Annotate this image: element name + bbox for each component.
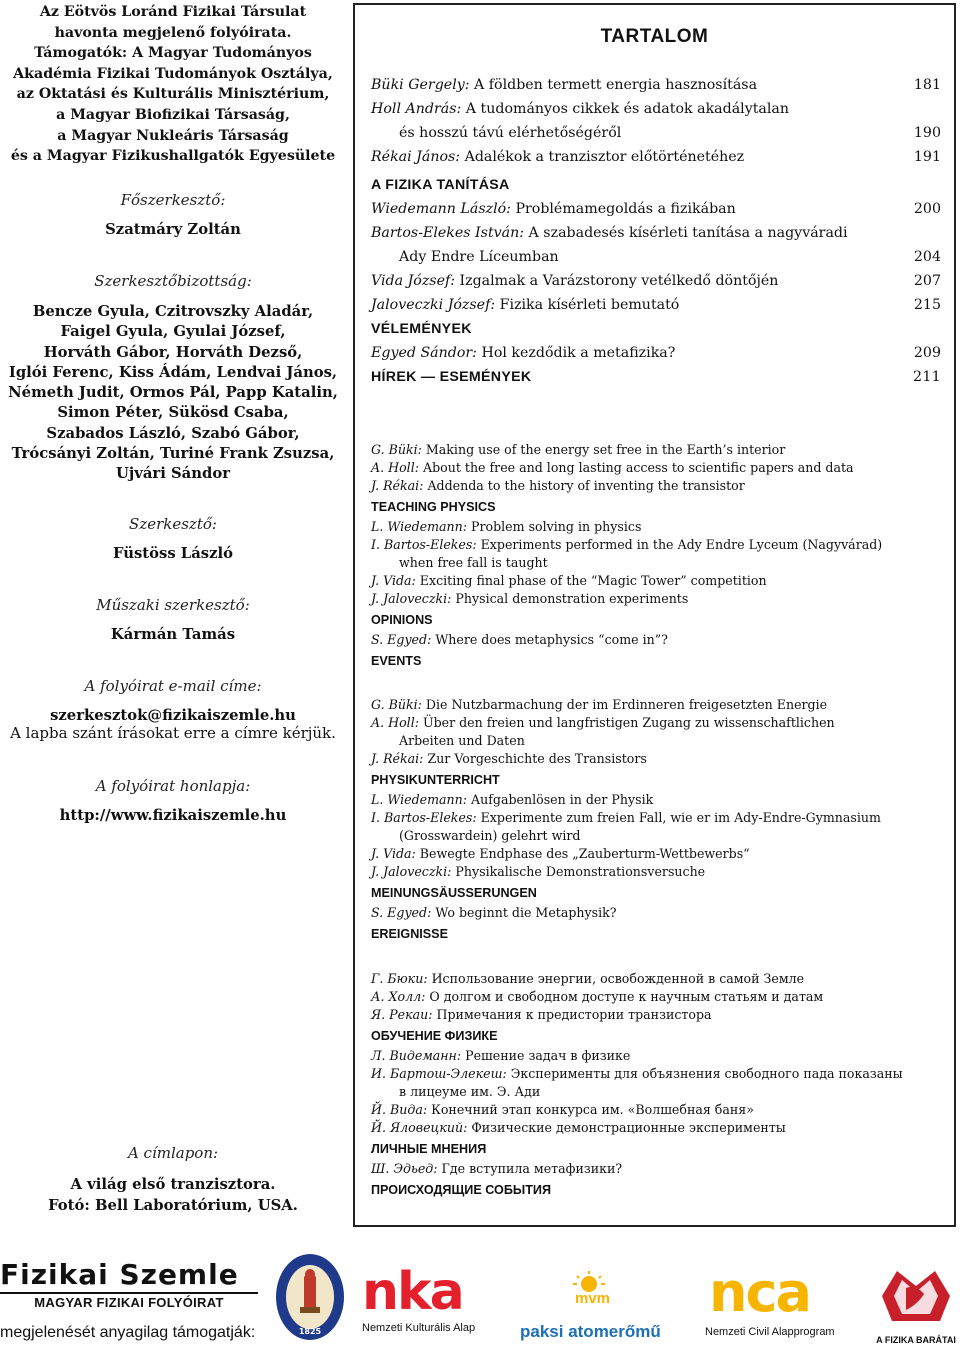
support-text: megjelenését anyagilag támogatják: (0, 1324, 256, 1341)
summary-entry (371, 631, 941, 649)
publisher-info-line: és a Magyar Fizikushallgatók Egyesülete (10, 148, 336, 165)
section-heading-news (371, 365, 941, 389)
summary-title: Конечний этап конкурса им. «Волшебная баня» (427, 1102, 754, 1117)
toc-entry[interactable] (371, 341, 941, 365)
summary-entry (371, 696, 941, 714)
publisher-info-line: havonta megjelenő folyóirata. (54, 24, 292, 41)
summary-entry (371, 1083, 941, 1101)
summary-author: I. Bartos-Elekes: (371, 810, 477, 825)
summary-title: Physical demonstration experiments (451, 591, 689, 606)
fizikai-szemle-logo (0, 1258, 258, 1310)
toc-page-number: 209 (913, 345, 941, 361)
publisher-info-line: Akadémia Fizikai Tudományok Osztálya, (13, 65, 333, 82)
toc-article-title: A szabadesés kísérleti tanítása a nagyváradi (524, 225, 848, 241)
summary-author: S. Egyed: (371, 905, 432, 920)
summary-author: A. Holl: (371, 715, 419, 730)
toc-page-number: 190 (913, 125, 941, 141)
academy-seal-icon (274, 1252, 346, 1342)
nca-subtitle: Nemzeti Civil Alapprogram (705, 1326, 835, 1338)
news-heading-text: HÍREK — ESEMÉNYEK (371, 369, 532, 385)
board-label: Szerkesztőbizottság: (94, 272, 252, 290)
summary-author: J. Rékai: (371, 751, 424, 766)
editor-in-chief: Szatmáry Zoltán (105, 221, 241, 238)
summary-author: G. Büki: (371, 697, 422, 712)
summary-entry (371, 1160, 941, 1178)
tech-editor: Kármán Tamás (110, 626, 236, 643)
summary-section-heading: TEACHING PHYSICS (371, 500, 496, 514)
summary-section-heading: EVENTS (371, 654, 422, 668)
toc-author: Jaloveczki József: (371, 297, 496, 313)
news-page: 211 (913, 369, 941, 385)
summary-section-heading: ОБУЧЕНИЕ ФИЗИКЕ (371, 1029, 498, 1043)
summary-entry (371, 714, 941, 732)
summary-title: Использование энергии, освобожденной в самой Земле (427, 971, 805, 986)
summary-title: Wo beginnt die Metaphysik? (431, 905, 617, 920)
cover-line-2: Fotó: Bell Laboratórium, USA. (48, 1197, 298, 1214)
summary-author: J. Jaloveczki: (371, 864, 452, 879)
summary-entry (371, 845, 941, 863)
summary-section-heading: ПРОИСХОДЯЩИЕ СОБЫТИЯ (371, 1183, 552, 1197)
summary-title: Эксперименты для объязнения свободного пада показаны (506, 1066, 903, 1081)
board-members-line: Bencze Gyula, Czitrovszky Aladár, (32, 303, 314, 320)
toc-page-number: 204 (913, 249, 941, 265)
summary-entry (371, 536, 941, 554)
russian-contents (371, 970, 941, 1201)
summary-author: J. Rékai: (371, 478, 424, 493)
summary-title: Bewegte Endphase des „Zauberturm-Wettbewerbs“ (415, 846, 750, 861)
homepage-link[interactable]: http://www.fizikaiszemle.hu (59, 807, 287, 824)
publisher-info-line: Az Eötvös Loránd Fizikai Társulat (39, 4, 307, 20)
fizika-baratai-subtitle: A FIZIKA BARÁTAI (876, 1335, 956, 1345)
summary-section-heading: MEINUNGSÄUSSERUNGEN (371, 886, 537, 900)
summary-author: S. Egyed: (371, 632, 432, 647)
summary-entry (371, 1065, 941, 1083)
summary-title: Exciting final phase of the “Magic Tower” competition (415, 573, 767, 588)
summary-title: Experiments performed in the Ady Endre Lyceum (Nagyvárad) (476, 537, 883, 552)
email-label: A folyóirat e-mail címe: (84, 677, 262, 695)
board-members-line: Ujvári Sándor (115, 465, 231, 483)
nka-logo (362, 1264, 494, 1334)
board-members-line: Trócsányi Zoltán, Turiné Frank Zsuzsa, (11, 445, 335, 463)
summary-title: Problem solving in physics (467, 519, 642, 534)
summary-title: в лицеуме им. Э. Ади (399, 1084, 541, 1099)
cover-label: A címlapon: (127, 1144, 219, 1162)
summary-title: О долгом и свободном доступе к научным статьям и датам (425, 989, 824, 1004)
summary-title: Физические демонстрационные эксперименты (467, 1120, 786, 1135)
toc-author: Wiedemann László: (371, 201, 511, 217)
summary-entry (371, 750, 941, 768)
summary-entry (371, 1006, 941, 1024)
cover-line-1: A világ első tranzisztora. (70, 1176, 276, 1193)
toc-article-title: Fizika kísérleti bemutató (495, 297, 680, 313)
mvm-mark: mvm (575, 1290, 611, 1307)
english-contents (371, 441, 941, 672)
summary-author: Л. Видеманн: (371, 1048, 462, 1063)
publisher-info-line: a Magyar Nukleáris Társaság (57, 127, 289, 144)
toc-teaching-section (371, 173, 941, 389)
summary-entry (371, 863, 941, 881)
summary-author: Г. Бюки: (371, 971, 428, 986)
summary-title: Addenda to the history of inventing the transistor (423, 478, 745, 493)
nca-logo (705, 1261, 855, 1338)
fizika-baratai-emblem-icon (872, 1266, 960, 1326)
summary-author: Й. Вида: (371, 1102, 428, 1117)
journal-name: Fizikai Szemle (0, 1258, 239, 1291)
summary-entry (371, 459, 941, 477)
email-link[interactable]: szerkesztok@fizikaiszemle.hu (50, 707, 296, 724)
toc-entry[interactable] (371, 145, 941, 169)
toc-author: Holl András: (371, 101, 462, 117)
summary-title: Über den freien und langfristigen Zugang zu wissenschaftlichen (418, 715, 835, 730)
summary-author: Я. Рекаи: (371, 1007, 433, 1022)
board-members-line: Iglói Ferenc, Kiss Ádám, Lendvai János, (8, 363, 338, 381)
toc-title: TARTALOM (600, 26, 709, 47)
editorial-board (0, 302, 346, 485)
summary-title: About the free and long lasting access to scientific papers and data (418, 460, 854, 475)
summary-entry (371, 827, 941, 845)
nka-mark: nka (362, 1262, 463, 1322)
summary-author: L. Wiedemann: (371, 519, 468, 534)
summary-author: G. Büki: (371, 442, 422, 457)
summary-entry (371, 518, 941, 536)
toc-article-title: A tudományos cikkek és adatok akadálytalan (461, 101, 790, 117)
summary-title: Making use of the energy set free in the Earth’s interior (421, 442, 786, 457)
tech-editor-label: Műszaki szerkesztő: (96, 596, 250, 614)
summary-entry (371, 904, 941, 922)
summary-author: I. Bartos-Elekes: (371, 537, 477, 552)
homepage-label: A folyóirat honlapja: (95, 777, 251, 795)
summary-author: L. Wiedemann: (371, 792, 468, 807)
summary-author: J. Vida: (371, 846, 416, 861)
summary-entry (371, 441, 941, 459)
fizika-baratai-logo (872, 1266, 960, 1345)
journal-subtitle: MAGYAR FIZIKAI FOLYÓIRAT (0, 1292, 258, 1310)
toc-page-number: 207 (913, 273, 941, 289)
summary-title: Arbeiten und Daten (399, 733, 525, 748)
toc-entry[interactable] (371, 245, 941, 269)
summary-title: Experimente zum freien Fall, wie er im Ady-Endre-Gymnasium (476, 810, 881, 825)
summary-author: A. Holl: (371, 460, 419, 475)
toc-page-number: 200 (913, 201, 941, 217)
toc-article-title: Problémamegoldás a fizikában (510, 201, 736, 217)
toc-article-title: A földben termett energia hasznosítása (469, 77, 758, 93)
toc-author: Rékai János: (371, 149, 461, 165)
sponsor-footer (0, 1238, 960, 1345)
paks-mark: paksi atomerőmű (520, 1322, 661, 1341)
summary-title: Zur Vorgeschichte des Transistors (423, 751, 647, 766)
board-members-line: Németh Judit, Ormos Pál, Papp Katalin, (8, 384, 338, 402)
summary-author: И. Бартош-Элекеш: (371, 1066, 507, 1081)
toc-entry[interactable] (371, 121, 941, 145)
nca-mark: nca (709, 1261, 810, 1324)
summary-entry (371, 1101, 941, 1119)
summary-entry (371, 477, 941, 495)
toc-main-list (371, 73, 941, 169)
section-heading-opinions: VÉLEMÉNYEK (371, 321, 472, 337)
toc-entry[interactable] (371, 197, 941, 221)
summary-title: Die Nutzbarmachung der im Erdinneren freigesetzten Energie (421, 697, 828, 712)
summary-author: J. Vida: (371, 573, 416, 588)
masthead-column (0, 0, 346, 1214)
summary-entry (371, 554, 941, 572)
summary-entry (371, 809, 941, 827)
toc-author: Egyed Sándor: (371, 345, 477, 361)
publisher-info (0, 2, 346, 167)
toc-entry[interactable] (371, 293, 941, 317)
board-members-line: Faigel Gyula, Gyulai József, (60, 323, 286, 341)
toc-author: Büki Gergely: (371, 77, 470, 93)
summary-entry (371, 732, 941, 750)
summary-title: Aufgabenlösen in der Physik (467, 792, 654, 807)
nka-subtitle: Nemzeti Kulturális Alap (362, 1322, 476, 1334)
summary-entry (371, 1119, 941, 1137)
summary-entry (371, 1047, 941, 1065)
seal-year: 1825 (298, 1327, 322, 1336)
editor-label: Szerkesztő: (129, 515, 217, 533)
toc-author: Vida József: (371, 273, 455, 289)
summary-author: J. Jaloveczki: (371, 591, 452, 606)
toc-entry[interactable] (371, 221, 941, 245)
summary-title: when free fall is taught (399, 555, 548, 570)
summary-title: Physikalische Demonstrationsversuche (451, 864, 706, 879)
summary-entry (371, 970, 941, 988)
summary-author: А. Холл: (371, 989, 426, 1004)
summary-section-heading: OPINIONS (371, 613, 433, 627)
summary-entry (371, 988, 941, 1006)
toc-article-title: Hol kezdődik a metafizika? (476, 345, 676, 361)
toc-entry[interactable] (371, 269, 941, 293)
summary-entry (371, 590, 941, 608)
summary-section-heading: ЛИЧНЫЕ МНЕНИЯ (371, 1142, 487, 1156)
toc-article-title: Adalékok a tranzisztor előtörténetéhez (460, 149, 745, 165)
publisher-info-line: a Magyar Biofizikai Társaság, (56, 106, 290, 123)
summary-title: Где вступила метафизики? (437, 1161, 623, 1176)
board-members-line: Szabados László, Szabó Gábor, (46, 424, 300, 442)
editor-in-chief-label: Főszerkesztő: (120, 191, 226, 209)
publisher-info-line: az Oktatási és Kulturális Minisztérium, (16, 86, 330, 103)
summary-section-heading: PHYSIKUNTERRICHT (371, 773, 500, 787)
summary-title: Решение задач в физике (461, 1048, 631, 1063)
email-note: A lapba szánt írásokat erre a címre kérjük. (10, 724, 336, 742)
summary-title: (Grosswardein) gelehrt wird (399, 828, 581, 843)
german-contents (371, 696, 941, 945)
summary-title: Where does metaphysics “come in”? (431, 632, 668, 647)
toc-entry[interactable] (371, 97, 941, 121)
summary-author: Ш. Эдьед: (371, 1161, 438, 1176)
summary-author: Й. Яловецкий: (371, 1120, 468, 1135)
editor: Füstöss László (112, 545, 234, 562)
toc-page-number: 215 (913, 297, 941, 313)
toc-article-title: és hosszú távú elérhetőségéről (399, 125, 622, 141)
toc-article-title: Ady Endre Líceumban (399, 249, 559, 265)
summary-title: Примечания к предистории транзистора (432, 1007, 712, 1022)
board-members-line: Horváth Gábor, Horváth Dezső, (43, 343, 303, 361)
contents-frame (353, 3, 956, 1227)
summary-entry (371, 791, 941, 809)
toc-page-number: 191 (913, 149, 941, 165)
section-heading-teaching: A FIZIKA TANÍTÁSA (371, 177, 510, 193)
toc-article-title: Izgalmak a Varázstorony vetélkedő döntőjén (455, 273, 779, 289)
summary-entry (371, 572, 941, 590)
toc-author: Bartos-Elekes István: (371, 225, 525, 241)
board-members-line: Simon Péter, Sükösd Csaba, (57, 404, 289, 422)
summary-section-heading: EREIGNISSE (371, 927, 448, 941)
toc-entry[interactable] (371, 73, 941, 97)
publisher-info-line: Támogatók: A Magyar Tudományos (34, 45, 312, 62)
toc-page-number: 181 (913, 77, 941, 93)
